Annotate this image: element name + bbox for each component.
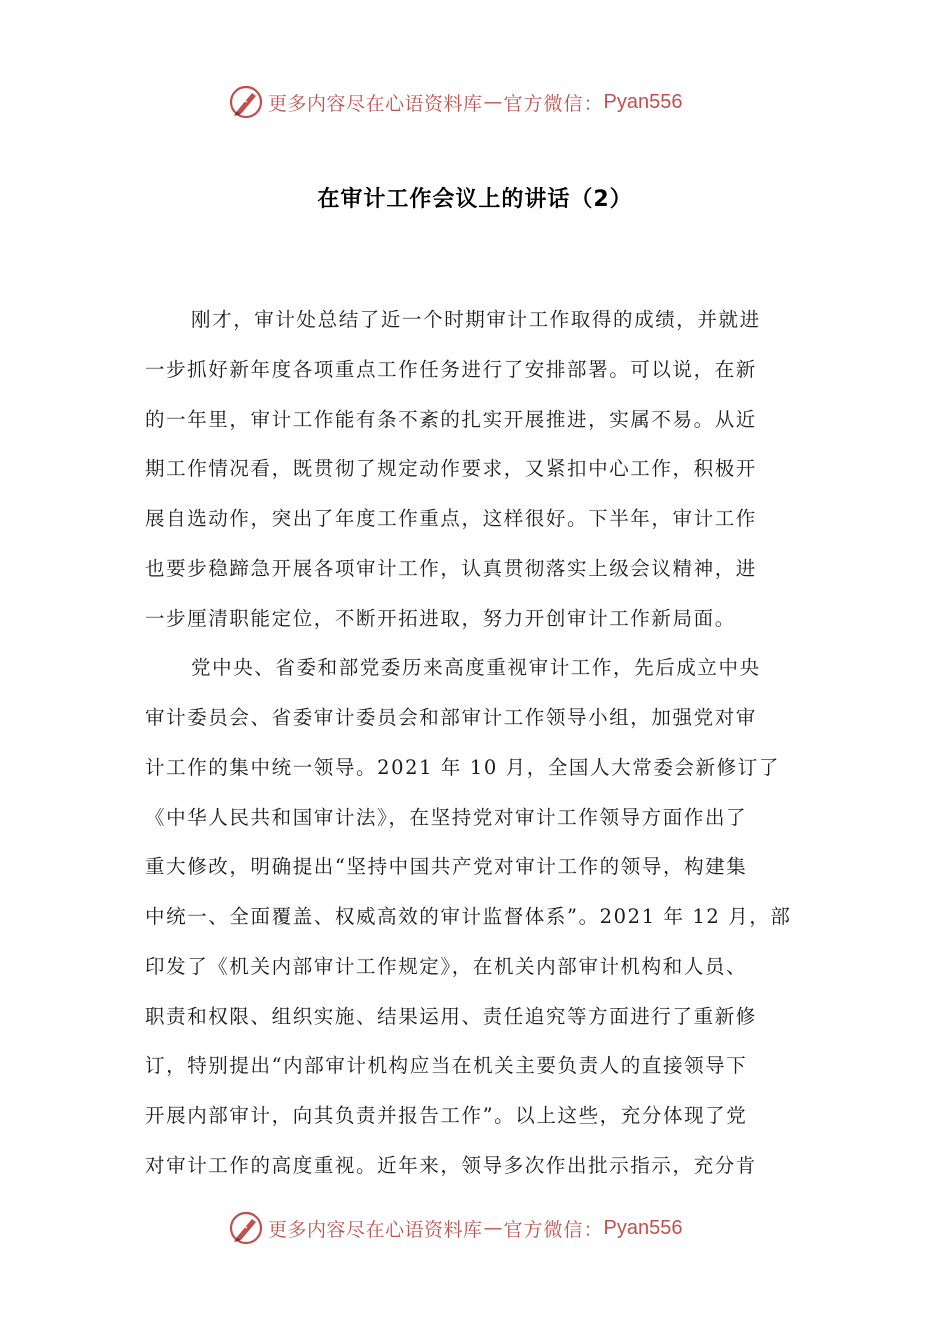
text-line: 期工作情况看，既贯彻了规定动作要求，又紧扣中心工作，积极开: [145, 457, 757, 481]
pen-logo-icon: [228, 84, 264, 120]
watermark-separator: —: [483, 1217, 503, 1239]
text-line: 的一年里，审计工作能有条不紊的扎实开展推进，实属不易。从近: [145, 407, 757, 431]
text-line: 职责和权限、组织实施、结果运用、责任追究等方面进行了重新修: [145, 1004, 757, 1028]
text-line: 订，特别提出“内部审计机构应当在机关主要负责人的直接领导下: [145, 1054, 748, 1078]
watermark-wechat-label: 官方微信：: [503, 1218, 604, 1241]
text-line: 展自选动作，突出了年度工作重点，这样很好。下半年，审计工作: [145, 507, 757, 530]
watermark-separator: —: [483, 91, 503, 113]
text-line: 党中央、省委和部党委历来高度重视审计工作，先后成立中央: [191, 656, 761, 680]
watermark-wechat-label: 官方微信：: [503, 92, 604, 115]
paragraph-2: [145, 643, 805, 1190]
text-line: 计工作的集中统一领导。2021 年 10 月，全国人大常委会新修订了: [145, 755, 780, 779]
header-watermark: [228, 82, 748, 122]
document-title: 在审计工作会议上的讲话（2）: [317, 187, 633, 212]
text-line: 也要步稳蹄急开展各项审计工作，认真贯彻落实上级会议精神，进: [145, 556, 757, 580]
text-line: 一步厘清职能定位，不断开拓进取，努力开创审计工作新局面。: [145, 606, 736, 630]
watermark-wechat-id: Pyan556: [603, 90, 683, 113]
watermark-wechat-id: Pyan556: [603, 1216, 683, 1239]
text-line: 印发了《机关内部审计工作规定》，在机关内部审计机构和人员、: [145, 954, 748, 978]
text-line: 重大修改，明确提出“坚持中国共产党对审计工作的领导，构建集: [145, 855, 748, 879]
text-line: 审计委员会、省委审计委员会和部审计工作领导小组，加强党对审: [145, 706, 757, 729]
text-line: 开展内部审计，向其负责并报告工作”。以上这些，充分体现了党: [145, 1104, 748, 1127]
text-line: 《中华人民共和国审计法》，在坚持党对审计工作领导方面作出了: [145, 805, 748, 829]
document-body: [145, 295, 805, 1191]
watermark-brand-text: 更多内容尽在心语资料库: [268, 92, 483, 115]
paragraph-1: [145, 295, 805, 643]
text-line: 刚才，审计处总结了近一个时期审计工作取得的成绩，并就进: [191, 308, 761, 331]
pen-logo-icon: [228, 1210, 264, 1246]
text-line: 对审计工作的高度重视。近年来，领导多次作出批示指示，充分肯: [145, 1153, 757, 1177]
watermark-brand-text: 更多内容尽在心语资料库: [268, 1218, 483, 1241]
text-line: 中统一、全面覆盖、权威高效的审计监督体系”。2021 年 12 月，部: [145, 905, 792, 928]
footer-watermark: [228, 1208, 748, 1248]
text-line: 一步抓好新年度各项重点工作任务进行了安排部署。可以说，在新: [145, 357, 757, 381]
